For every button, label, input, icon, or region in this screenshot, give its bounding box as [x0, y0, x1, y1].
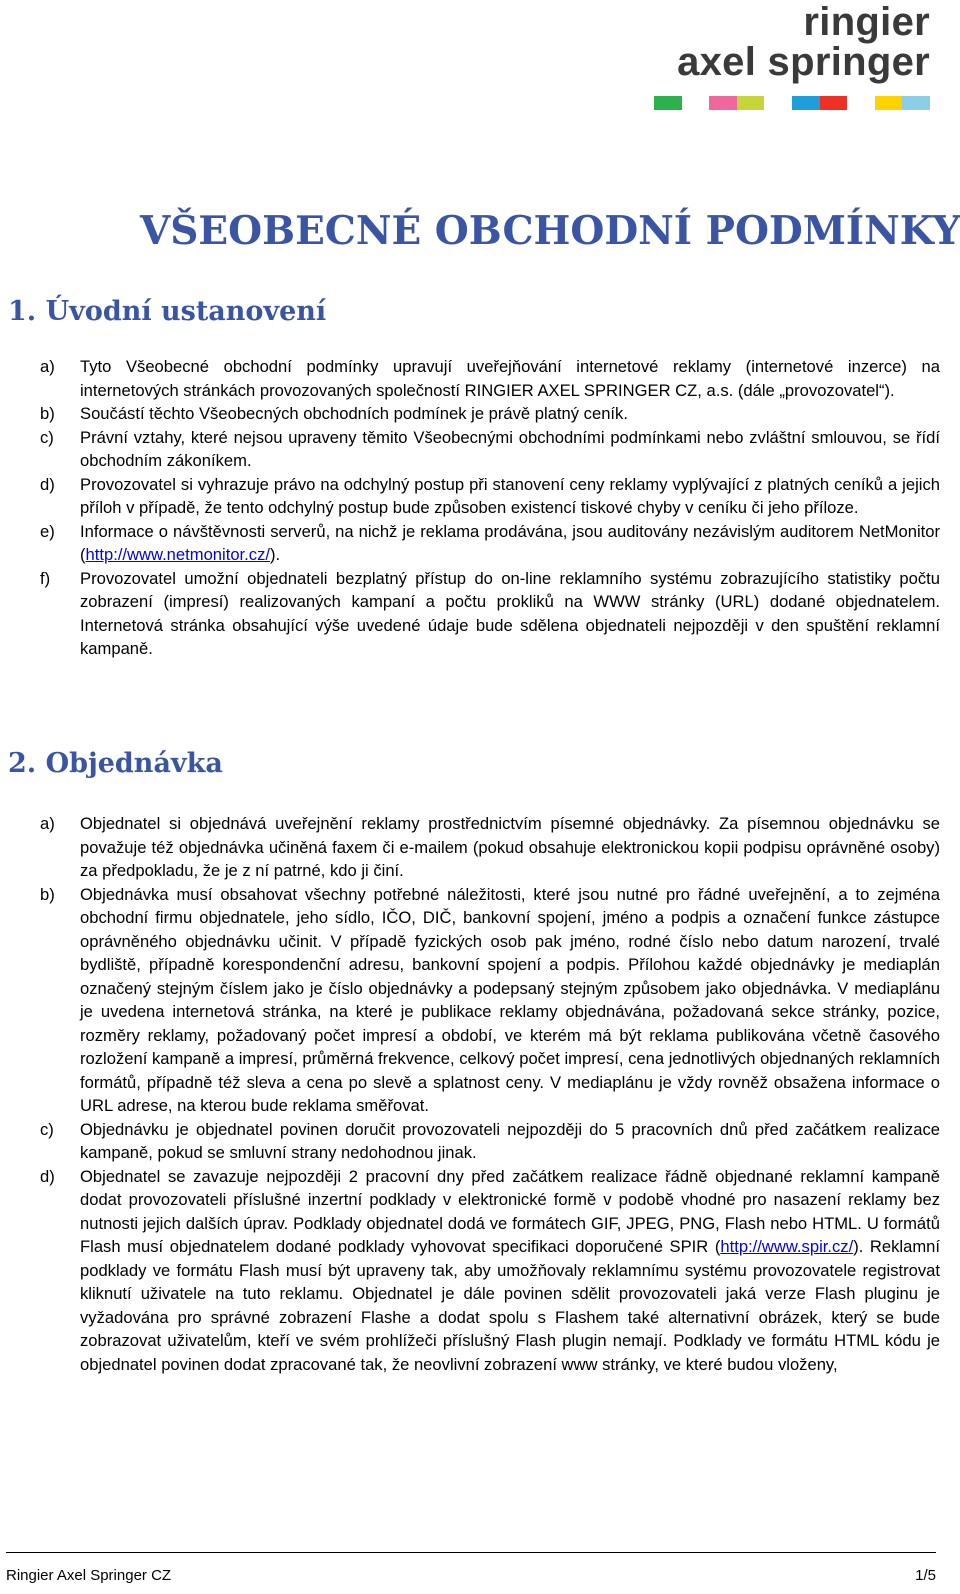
list-item: [40, 402, 940, 426]
list-item-letter: a): [40, 814, 55, 833]
list-item-text: Objednávku je objednatel povinen doručit provozovateli nejpozději do 5 pracovních dnů před začátkem realizace kampaně, pokud se smluvní strany nedohodnou jinak.: [80, 1119, 940, 1162]
list-item: [40, 426, 940, 473]
list-item-text: Tyto Všeobecné obchodní podmínky upravují uveřejňování internetové reklamy (internetové inzerce) na internetových stránkách provozovaných společností RINGIER AXEL SPRINGER CZ, a.s. (dále „provozovatel“).: [80, 357, 940, 400]
list-item: [40, 520, 940, 567]
logo-stripe-segment: [847, 96, 875, 110]
logo-stripe-segment: [764, 96, 792, 110]
section-2-list: [40, 812, 940, 1376]
list-item-letter: f): [40, 568, 51, 588]
list-item-letter: c): [40, 427, 54, 447]
logo-stripe-segment: [820, 96, 848, 110]
list-item-letter: b): [40, 404, 55, 423]
logo-stripe-segment: [682, 96, 710, 110]
list-item-text: ). Reklamní podklady ve formátu Flash musí být upraveny tak, aby umožňovaly reklamnímu systému provozovatele registrovat kliknutí uživatele na tuto reklamu. Objednatel je dále povinen sdělit provozovateli jaká verze Flash pluginu je vyžadována pro správné zobrazení Flashe a dodat spolu s Flashem také alternativní obrázek, který se bude zobrazovat uživatelům, kteří ve svém prohlížeči příslušný Flash plugin nemají. Podklady ve formátu HTML kódu je objednatel povinen dodat zpracované tak, že neovlivní zobrazení www stránky, ve které budou vloženy,: [80, 1237, 940, 1374]
list-item: [40, 1165, 940, 1377]
list-item: [40, 1118, 940, 1165]
logo-color-stripe: [654, 96, 930, 110]
list-item: [40, 473, 940, 520]
logo-text-line1: ringier: [803, 0, 930, 44]
list-item-text: ).: [269, 545, 281, 564]
company-logo: [620, 2, 930, 110]
list-item-text: Právní vztahy, které nejsou upraveny těmito Všeobecnými obchodními podmínkami nebo zvláštní smlouvou, se řídí obchodním zákoníkem.: [80, 427, 940, 470]
list-item-text: Objednatel se zavazuje nejpozději 2 pracovní dny před začátkem realizace řádně objednané reklamní kampaně dodat provozovateli příslušné inzertní podklady v elektronické formě v podobě vhodné pro nasazení reklamy bez nutnosti jejich dalších úprav. Podklady objednatel dodá ve formátech GIF, JPEG, PNG, Flash nebo HTML. U formátů Flash musí objednatelem dodané podklady vyhovovat specifikaci doporučené SPIR (: [80, 1166, 940, 1256]
page-footer: [6, 1552, 936, 1585]
external-link[interactable]: http://www.spir.cz/: [720, 1237, 854, 1256]
logo-stripe-segment: [737, 96, 765, 110]
list-item: [40, 883, 940, 1118]
section-heading-1: 1. Úvodní ustanovení: [8, 296, 327, 327]
logo-stripe-segment: [654, 96, 682, 110]
list-item-letter: e): [40, 521, 55, 541]
list-item-letter: c): [40, 1119, 54, 1139]
list-item-text: Součástí těchto Všeobecných obchodních podmínek je právě platný ceník.: [80, 404, 628, 423]
list-item-text: Informace o návštěvnosti serverů, na nichž je reklama prodávána, jsou auditovány nezávislým auditorem NetMonitor (: [80, 521, 940, 564]
logo-text-line2: axel springer: [677, 40, 930, 84]
list-item-text: Provozovatel si vyhrazuje právo na odchylný postup při stanovení ceny reklamy vyplývající z platných ceníků a jejich příloh v případě, že tento odchylný postup bude způsoben existencí tiskové chyby v ceníku či jeho příloze.: [80, 474, 940, 517]
list-item: [40, 812, 940, 883]
list-item-text: Objednatel si objednává uveřejnění reklamy prostřednictvím písemné objednávky. Za písemnou objednávku se považuje též objednávka učiněná faxem či e-mailem (pokud obsahuje elektronickou kopii podpisu oprávněné osoby) za předpokladu, že je z ní patrné, kdo ji činí.: [80, 814, 940, 880]
logo-stripe-segment: [792, 96, 820, 110]
list-item-letter: a): [40, 357, 55, 376]
list-item-letter: d): [40, 474, 55, 494]
logo-stripe-segment: [709, 96, 737, 110]
footer-company: Ringier Axel Springer CZ: [6, 1567, 172, 1584]
list-item: [40, 567, 940, 661]
list-item-letter: b): [40, 884, 55, 904]
document-title: VŠEOBECNÉ OBCHODNÍ PODMÍNKY: [140, 208, 960, 254]
list-item-text: Provozovatel umožní objednateli bezplatný přístup do on-line reklamního systému zobrazujícího statistiky počtu zobrazení (impresí) realizovaných kampaní a počtu prokliků na WWW stránky (URL) dodané objednatelem. Internetová stránka obsahující výše uvedené údaje bude sdělena objednateli nejpozději v den spuštění reklamní kampaně.: [80, 568, 940, 658]
list-item: [40, 355, 940, 402]
list-item-letter: d): [40, 1166, 55, 1186]
footer-page-number: 1/5: [915, 1567, 936, 1584]
section-1-list: [40, 355, 940, 661]
list-item-text: Objednávka musí obsahovat všechny potřebné náležitosti, které jsou nutné pro řádné uveřejnění, a to zejména obchodní firmu objednatele, jeho sídlo, IČO, DIČ, bankovní spojení, jméno a podpis a označení funkce zástupce oprávněného objednávku učinit. V případě fyzických osob pak jméno, rodné číslo nebo datum narození, trvalé bydliště, případně korespondenční adresu, bankovní spojení a podpis. Přílohou každé objednávky je mediaplán označený stejným číslem jako je číslo objednávky a podepsaný stejným způsobem jako objednávka. V mediaplánu je uvedena internetová stránka, na které je publikace reklamy objednávána, požadovaná sekce stránky, pozice, rozměry reklamy, požadovaný počet impresí a období, ve kterém má být reklama publikována včetně časového rozložení kampaně a impresí, průměrná frekvence, celkový počet impresí, cena jednotlivých objednaných reklamních formátů, případně též sleva a cena po slevě a splatnost ceny. V mediaplánu je vždy rovněž obsažena informace o URL adrese, na kterou bude reklama směřovat.: [80, 884, 940, 1115]
logo-stripe-segment: [875, 96, 903, 110]
section-heading-2: 2. Objednávka: [8, 748, 223, 779]
external-link[interactable]: http://www.netmonitor.cz/: [85, 545, 270, 564]
logo-stripe-segment: [902, 96, 930, 110]
